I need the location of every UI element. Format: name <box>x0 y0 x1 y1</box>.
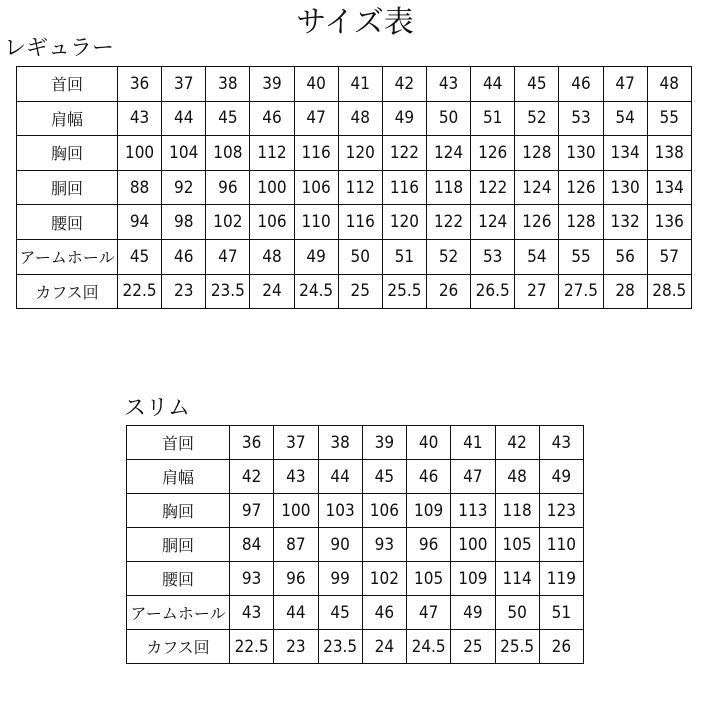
regular-size-table <box>16 66 692 309</box>
table-cell: 47 <box>407 596 451 630</box>
table-cell: 25.5 <box>495 630 539 664</box>
row-header: カフス回 <box>17 274 118 309</box>
table-row <box>17 205 692 240</box>
table-cell: 50 <box>495 596 539 630</box>
table-cell: 53 <box>559 101 603 136</box>
table-cell: 87 <box>274 528 318 562</box>
table-cell: 51 <box>539 596 583 630</box>
table-cell: 45 <box>362 460 406 494</box>
table-row <box>17 67 692 102</box>
slim-section-label: スリム <box>124 396 191 421</box>
table-cell: 54 <box>603 101 647 136</box>
table-cell: 47 <box>451 460 495 494</box>
table-cell: 36 <box>118 67 162 102</box>
table-cell: 27 <box>515 274 559 309</box>
table-cell: 88 <box>118 170 162 205</box>
table-cell: 56 <box>603 239 647 274</box>
table-cell: 36 <box>230 426 274 460</box>
table-cell: 94 <box>118 205 162 240</box>
table-cell: 90 <box>318 528 362 562</box>
table-cell: 109 <box>451 562 495 596</box>
table-cell: 93 <box>230 562 274 596</box>
table-cell: 28 <box>603 274 647 309</box>
row-header: 胸回 <box>127 494 230 528</box>
table-cell: 43 <box>118 101 162 136</box>
table-cell: 43 <box>274 460 318 494</box>
table-cell: 92 <box>162 170 206 205</box>
table-cell: 57 <box>647 239 691 274</box>
table-row <box>127 426 584 460</box>
table-cell: 26 <box>426 274 470 309</box>
table-cell: 38 <box>206 67 250 102</box>
row-header: 胴回 <box>17 170 118 205</box>
table-cell: 54 <box>515 239 559 274</box>
table-cell: 43 <box>426 67 470 102</box>
table-cell: 97 <box>230 494 274 528</box>
table-cell: 53 <box>471 239 515 274</box>
table-row <box>17 136 692 171</box>
table-cell: 51 <box>471 101 515 136</box>
row-header: アームホール <box>17 239 118 274</box>
table-cell: 44 <box>162 101 206 136</box>
row-header: 腰回 <box>127 562 230 596</box>
table-cell: 40 <box>294 67 338 102</box>
table-cell: 118 <box>495 494 539 528</box>
table-cell: 122 <box>426 205 470 240</box>
table-cell: 55 <box>559 239 603 274</box>
table-cell: 41 <box>338 67 382 102</box>
table-cell: 106 <box>294 170 338 205</box>
table-cell: 120 <box>382 205 426 240</box>
table-cell: 50 <box>338 239 382 274</box>
table-cell: 48 <box>495 460 539 494</box>
table-cell: 98 <box>162 205 206 240</box>
table-cell: 25 <box>451 630 495 664</box>
table-cell: 96 <box>407 528 451 562</box>
table-cell: 44 <box>318 460 362 494</box>
page-title: サイズ表 <box>296 5 414 40</box>
table-cell: 47 <box>603 67 647 102</box>
table-cell: 126 <box>559 170 603 205</box>
table-cell: 45 <box>206 101 250 136</box>
table-cell: 100 <box>250 170 294 205</box>
row-header: 肩幅 <box>127 460 230 494</box>
table-cell: 124 <box>515 170 559 205</box>
table-cell: 122 <box>471 170 515 205</box>
table-cell: 45 <box>515 67 559 102</box>
table-cell: 46 <box>559 67 603 102</box>
table-row <box>127 494 584 528</box>
table-cell: 41 <box>451 426 495 460</box>
table-cell: 45 <box>318 596 362 630</box>
table-cell: 24 <box>250 274 294 309</box>
table-row <box>17 239 692 274</box>
row-header: 腰回 <box>17 205 118 240</box>
table-cell: 134 <box>603 136 647 171</box>
table-cell: 28.5 <box>647 274 691 309</box>
table-cell: 46 <box>407 460 451 494</box>
table-cell: 37 <box>274 426 318 460</box>
table-cell: 44 <box>471 67 515 102</box>
table-cell: 42 <box>230 460 274 494</box>
row-header: 首回 <box>127 426 230 460</box>
table-cell: 110 <box>539 528 583 562</box>
table-row <box>17 274 692 309</box>
table-cell: 52 <box>515 101 559 136</box>
table-row <box>127 630 584 664</box>
table-cell: 116 <box>338 205 382 240</box>
table-cell: 118 <box>426 170 470 205</box>
table-cell: 116 <box>382 170 426 205</box>
table-cell: 84 <box>230 528 274 562</box>
table-cell: 110 <box>294 205 338 240</box>
table-cell: 48 <box>250 239 294 274</box>
table-cell: 48 <box>647 67 691 102</box>
table-cell: 104 <box>162 136 206 171</box>
table-cell: 22.5 <box>118 274 162 309</box>
table-cell: 100 <box>118 136 162 171</box>
table-cell: 114 <box>495 562 539 596</box>
row-header: 胴回 <box>127 528 230 562</box>
row-header: アームホール <box>127 596 230 630</box>
table-cell: 105 <box>407 562 451 596</box>
table-cell: 112 <box>338 170 382 205</box>
table-cell: 130 <box>559 136 603 171</box>
table-cell: 46 <box>362 596 406 630</box>
table-cell: 43 <box>230 596 274 630</box>
table-cell: 39 <box>250 67 294 102</box>
table-cell: 103 <box>318 494 362 528</box>
table-cell: 42 <box>495 426 539 460</box>
table-cell: 52 <box>426 239 470 274</box>
table-cell: 113 <box>451 494 495 528</box>
table-cell: 96 <box>206 170 250 205</box>
table-cell: 46 <box>250 101 294 136</box>
table-cell: 108 <box>206 136 250 171</box>
table-cell: 51 <box>382 239 426 274</box>
table-cell: 119 <box>539 562 583 596</box>
table-cell: 49 <box>451 596 495 630</box>
regular-section-label: レギュラー <box>4 36 115 61</box>
table-cell: 25 <box>338 274 382 309</box>
table-cell: 45 <box>118 239 162 274</box>
table-cell: 39 <box>362 426 406 460</box>
table-cell: 26.5 <box>471 274 515 309</box>
table-cell: 130 <box>603 170 647 205</box>
table-cell: 23 <box>162 274 206 309</box>
table-cell: 138 <box>647 136 691 171</box>
table-row <box>17 170 692 205</box>
row-header: カフス回 <box>127 630 230 664</box>
table-row <box>127 596 584 630</box>
table-cell: 25.5 <box>382 274 426 309</box>
table-cell: 43 <box>539 426 583 460</box>
table-cell: 102 <box>362 562 406 596</box>
table-cell: 116 <box>294 136 338 171</box>
table-cell: 44 <box>274 596 318 630</box>
table-cell: 24 <box>362 630 406 664</box>
table-cell: 100 <box>451 528 495 562</box>
table-cell: 134 <box>647 170 691 205</box>
table-cell: 126 <box>471 136 515 171</box>
table-cell: 49 <box>294 239 338 274</box>
table-cell: 23 <box>274 630 318 664</box>
table-cell: 128 <box>515 136 559 171</box>
table-cell: 96 <box>274 562 318 596</box>
table-cell: 124 <box>471 205 515 240</box>
table-cell: 22.5 <box>230 630 274 664</box>
table-cell: 40 <box>407 426 451 460</box>
table-cell: 122 <box>382 136 426 171</box>
table-row <box>127 562 584 596</box>
table-cell: 26 <box>539 630 583 664</box>
table-cell: 49 <box>539 460 583 494</box>
table-cell: 120 <box>338 136 382 171</box>
table-cell: 112 <box>250 136 294 171</box>
table-cell: 23.5 <box>206 274 250 309</box>
row-header: 肩幅 <box>17 101 118 136</box>
table-cell: 93 <box>362 528 406 562</box>
table-cell: 23.5 <box>318 630 362 664</box>
table-cell: 132 <box>603 205 647 240</box>
slim-size-table <box>126 425 584 664</box>
table-cell: 47 <box>294 101 338 136</box>
row-header: 胸回 <box>17 136 118 171</box>
table-cell: 106 <box>362 494 406 528</box>
table-cell: 100 <box>274 494 318 528</box>
table-cell: 37 <box>162 67 206 102</box>
table-row <box>127 528 584 562</box>
table-cell: 109 <box>407 494 451 528</box>
table-cell: 55 <box>647 101 691 136</box>
table-cell: 24.5 <box>294 274 338 309</box>
table-cell: 126 <box>515 205 559 240</box>
table-cell: 128 <box>559 205 603 240</box>
table-cell: 49 <box>382 101 426 136</box>
table-cell: 102 <box>206 205 250 240</box>
row-header: 首回 <box>17 67 118 102</box>
table-cell: 105 <box>495 528 539 562</box>
table-cell: 42 <box>382 67 426 102</box>
table-cell: 24.5 <box>407 630 451 664</box>
table-cell: 47 <box>206 239 250 274</box>
table-cell: 136 <box>647 205 691 240</box>
table-cell: 50 <box>426 101 470 136</box>
table-cell: 48 <box>338 101 382 136</box>
table-cell: 99 <box>318 562 362 596</box>
table-row <box>127 460 584 494</box>
table-cell: 124 <box>426 136 470 171</box>
table-cell: 123 <box>539 494 583 528</box>
table-cell: 38 <box>318 426 362 460</box>
table-cell: 106 <box>250 205 294 240</box>
table-cell: 27.5 <box>559 274 603 309</box>
table-cell: 46 <box>162 239 206 274</box>
table-row <box>17 101 692 136</box>
